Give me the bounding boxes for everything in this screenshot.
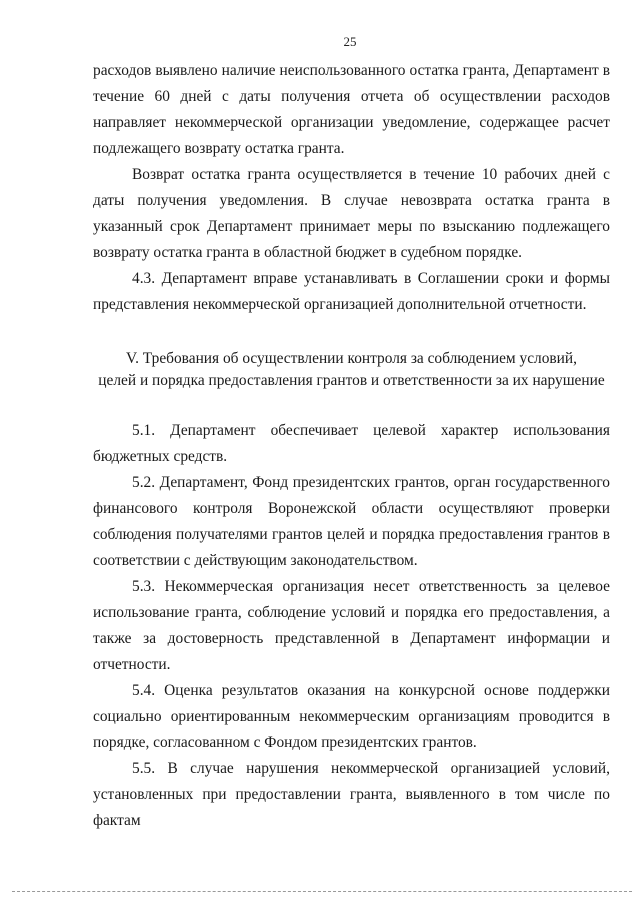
page-number: 25 [343, 34, 357, 49]
bottom-scan-edge [12, 891, 632, 892]
paragraph-5-4: 5.4. Оценка результатов оказания на конкурсной основе поддержки социально ориентированным некоммерческим организациям проводится в порядке, согласованном с Фондом президентских грантов. [93, 682, 610, 751]
document-body [93, 58, 610, 834]
paragraph-5-2: 5.2. Департамент, Фонд президентских грантов, орган государственного финансового контроля Воронежской области осуществляют проверки соблюдения получателями грантов целей и порядка предоставления грантов в соответствии с действующим законодательством. [93, 474, 610, 569]
paragraph-5-5: 5.5. В случае нарушения некоммерческой организацией условий, установленных при предоставлении гранта, выявленного в том числе по фактам [93, 760, 610, 829]
section-heading-line-1: V. Требования об осуществлении контроля за соблюдением условий, [125, 350, 578, 367]
section-heading-line-2: целей и порядка предоставления грантов и ответственности за их нарушение [98, 372, 605, 389]
paragraph-4-3: 4.3. Департамент вправе устанавливать в Соглашении сроки и формы представления некоммерческой организацией дополнительной отчетности. [93, 270, 610, 313]
paragraph-refund-terms: Возврат остатка гранта осуществляется в течение 10 рабочих дней с даты получения уведомления. В случае невозврата остатка гранта в указанный срок Департамент принимает меры по взысканию подлежащего возврату остатка гранта в областной бюджет в судебном порядке. [93, 166, 610, 261]
paragraph-5-1: 5.1. Департамент обеспечивает целевой характер использования бюджетных средств. [93, 422, 610, 465]
paragraph-5-3: 5.3. Некоммерческая организация несет ответственность за целевое использование гранта, соблюдение условий и порядка его предоставления, а также за достоверность представленной в Департамент информации и отчетности. [93, 578, 610, 673]
section-heading [93, 348, 610, 392]
paragraph-refund-notice: расходов выявлено наличие неиспользованного остатка гранта, Департамент в течение 60 дней с даты получения отчета об осуществлении расходов направляет некоммерческой организации уведомление, содержащее расчет подлежащего возврату остатка гранта. [93, 62, 610, 157]
